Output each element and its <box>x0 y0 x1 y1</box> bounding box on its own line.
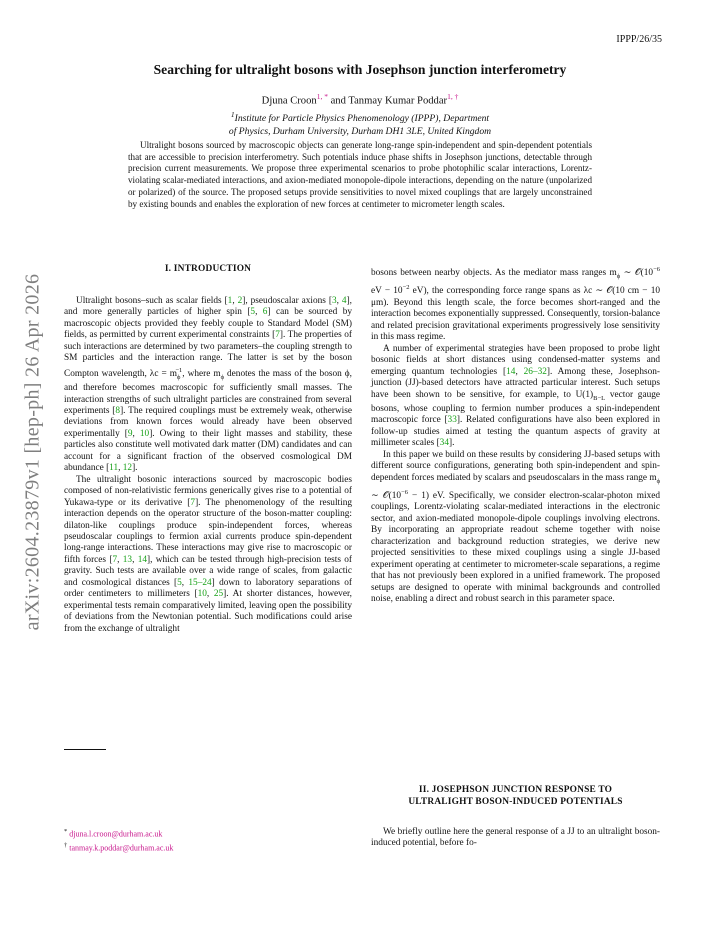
section-heading: I. INTRODUCTION <box>164 264 252 274</box>
abstract <box>128 140 592 210</box>
citation-link[interactable]: 6 <box>262 307 268 318</box>
citation-link[interactable]: 2 <box>237 296 243 306</box>
citation-link[interactable]: 5 <box>250 307 256 318</box>
footnotes <box>64 826 352 854</box>
arxiv-stamp-text: arXiv:2604.23879v1 [hep-ph] 26 Apr 2026 <box>21 273 44 631</box>
citation-link[interactable]: 4 <box>341 296 347 306</box>
citation-link[interactable]: 7 <box>275 330 280 341</box>
citation-link[interactable]: 13 <box>122 554 133 565</box>
arxiv-stamp <box>18 255 48 650</box>
citation-link[interactable]: 8 <box>115 406 121 417</box>
left-column <box>64 296 352 635</box>
citation-link[interactable]: 33 <box>447 415 457 426</box>
section-heading-line: ULTRALIGHT BOSON-INDUCED POTENTIALS <box>408 796 623 807</box>
citation-link[interactable]: 3 <box>331 296 337 306</box>
affiliation-mark: 1 <box>230 110 235 119</box>
citation-link[interactable]: 7 <box>190 497 196 508</box>
citation-link[interactable]: 10 <box>139 428 150 439</box>
abstract-text: Ultralight bosons sourced by macroscopic objects can generate long-range spin-independent and spin-dependent potentials that are accessible to precision interferometry. Such potentials induce phase shifts in Josephson junctions, detectable through precision current measurements. We propose three experimental scenarios to probe photophilic scalar interactions, Lorentz-violating scalar-mediated interactions, and axion-mediated monopole-dipole interactions, depending on the nature (unpolarized or polarized) of the source. The proposed setups provide sensitivities to novel mixed couplings that are largely unconstrained by existing bounds and enables the exploration of new forces at centimeter to micrometer length scales. <box>128 140 592 209</box>
footnote-rule <box>64 749 106 750</box>
footnote <box>64 826 352 840</box>
affiliation-line: Institute for Particle Physics Phenomenology (IPPP), Department <box>234 113 490 125</box>
citation-link[interactable]: 7 <box>112 554 118 565</box>
affiliation-line: of Physics, Durham University, Durham DH1 3LE, United Kingdom <box>228 125 492 137</box>
citation-link[interactable]: 25 <box>213 589 224 600</box>
author-name[interactable]: Djuna Croon <box>261 95 317 107</box>
footnote-mark: * <box>64 828 68 835</box>
footnote-mark: † <box>64 842 68 850</box>
citation-link[interactable]: 14 <box>506 366 516 377</box>
citation-link[interactable]: 26–32 <box>523 366 547 377</box>
paragraph: In this paper we build on these results by considering JJ-based setups with different source configurations, generating both spin-independent and spin-dependent forces mediated by scalars and pseudoscalars in the mass range $m_\phi$ ∼ $𝒪(10^{-6} - 1)$ eV. Specifically, we consider electron-scalar-photon mixed couplings, Lorentz-violating scalar-mediated interactions in the electronic sector, and axion-mediated monopole-dipole couplings involving electrons. By incorporating an appropriate readout scheme together with noise characterization and background reduction strategies, we derive new projected sensitivities to these mixed couplings using a single JJ-based experiment operating at centimeter to micrometer-scale separations, a regime that has not previously been explored in a unified framework. The proposed setups are designed to operate with minimal backgrounds and controlled noise, enabling a direct and robust search in this parameter space. <box>371 449 661 605</box>
email-link[interactable]: djuna.l.croon@durham.ac.uk <box>69 829 163 839</box>
paragraph: Ultralight bosons–such as scalar fields [1, 2], pseudoscalar axions [3, 4], and more generally particles of higher spin [5, 6] can be sourced by macroscopic objects provided they feebly couple to Standard Model (SM) fields, as permitted by current experimental constraints [7]. The properties of such interactions are determined by two parameters–the coupling strength to SM particles and the interaction range. The latter is set by the boson Compton wavelength, $\lambda c = m_\phi^{-1}$, where $m_\phi$ denotes the mass of the boson ϕ, and therefore becomes macroscopic for sufficiently small masses. The interaction strengths of such ultralight particles are constrained from several experiments [8]. The required couplings must be extremely weak, otherwise deviations from known forces would already have been observed experimentally [9, 10]. Owing to their light masses and stability, these particles also constitute well motivated dark matter (DM) candidates and can account for a significant fraction of the observed cosmological DM abundance [11, 12]. <box>64 296 352 474</box>
paper-title: Searching for ultralight bosons with Josephson junction interferometry <box>153 62 567 77</box>
section-body <box>371 827 660 850</box>
author-list <box>60 92 660 107</box>
section-heading <box>371 785 660 808</box>
citation-link[interactable]: 1 <box>227 296 233 306</box>
footnote <box>64 840 352 854</box>
author-name[interactable]: Tanmay Kumar Poddar <box>348 95 448 107</box>
citation-link[interactable]: 34 <box>439 438 449 449</box>
citation-link[interactable]: 11 <box>109 463 119 474</box>
author-marks[interactable]: 1, * <box>316 92 328 101</box>
paragraph: The ultralight bosonic interactions sourced by macroscopic bodies composed of non-relativistic fermions generically gives rise to a potential of Yukawa-type or its derivative [7]. The phenomenology of the resulting interaction depends on the operator structure of the boson-matter coupling: dilaton-like couplings produce spin-independent forces, whereas pseudoscalar couplings to fermion axial currents produce spin-dependent long-range interactions. These interactions may give rise to macroscopic or fifth forces [7, 13, 14], which can be tested through high-precision tests of gravity. Such tests are available over a wide range of scales, from galactic and cosmological distances [5, 15–24] down to laboratory separations of order centimeters to millimeters [10, 25]. At shorter distances, however, experimental tests remain comparatively limited, leaving open the possibility of deviations from the Newtonian potential. Such modifications could arise from the exchange of ultralight <box>64 474 353 634</box>
citation-link[interactable]: 10 <box>197 589 207 600</box>
affiliation <box>60 109 660 138</box>
email-link[interactable]: tanmay.k.poddar@durham.ac.uk <box>69 843 174 853</box>
preprint-id: IPPP/26/35 <box>616 34 662 45</box>
citation-link[interactable]: 12 <box>122 463 133 474</box>
citation-link[interactable]: 9 <box>127 428 133 439</box>
citation-link[interactable]: 5 <box>177 577 182 588</box>
right-column <box>371 264 660 606</box>
paragraph: A number of experimental strategies have been proposed to probe light bosonic fields at short distances using condensed-matter systems and emerging quantum technologies [14, 26–32]. Among these, Josephson-junction (JJ)-based detectors have attracted particular interest. Such setups have been shown to be sensitive, for example, to $U(1)_{B-L}$ vector gauge bosons, whose coupling to fermion number produces a spin-independent macroscopic force [33]. Related configurations have also been explored in follow-up studies aimed at testing the quantum aspects of gravity at millimeter scales [34]. <box>371 343 661 449</box>
author-marks[interactable]: 1, † <box>447 92 459 101</box>
citation-link[interactable]: 15–24 <box>188 577 212 588</box>
section-heading-line: II. JOSEPHSON JUNCTION RESPONSE TO <box>418 785 613 795</box>
paragraph: bosons between nearby objects. As the mediator mass ranges $m_\phi$ ∼ $𝒪(10^{-6}$ eV − $10^{-2}$ eV), the corresponding force range spans as λc ∼ 𝒪(10 cm − 10 μm). Beyond this length scale, the force becomes short-ranged and the interaction becomes exponentially suppressed. Consequently, torsion-balance and related precision gravitational experiments progressively lose sensitivity in this mass regime. <box>371 266 660 343</box>
citation-link[interactable]: 14 <box>137 554 148 565</box>
paragraph: We briefly outline here the general response of a JJ to an ultralight boson-induced potential, before fo- <box>371 827 660 849</box>
author-conjunction: and <box>330 95 346 107</box>
